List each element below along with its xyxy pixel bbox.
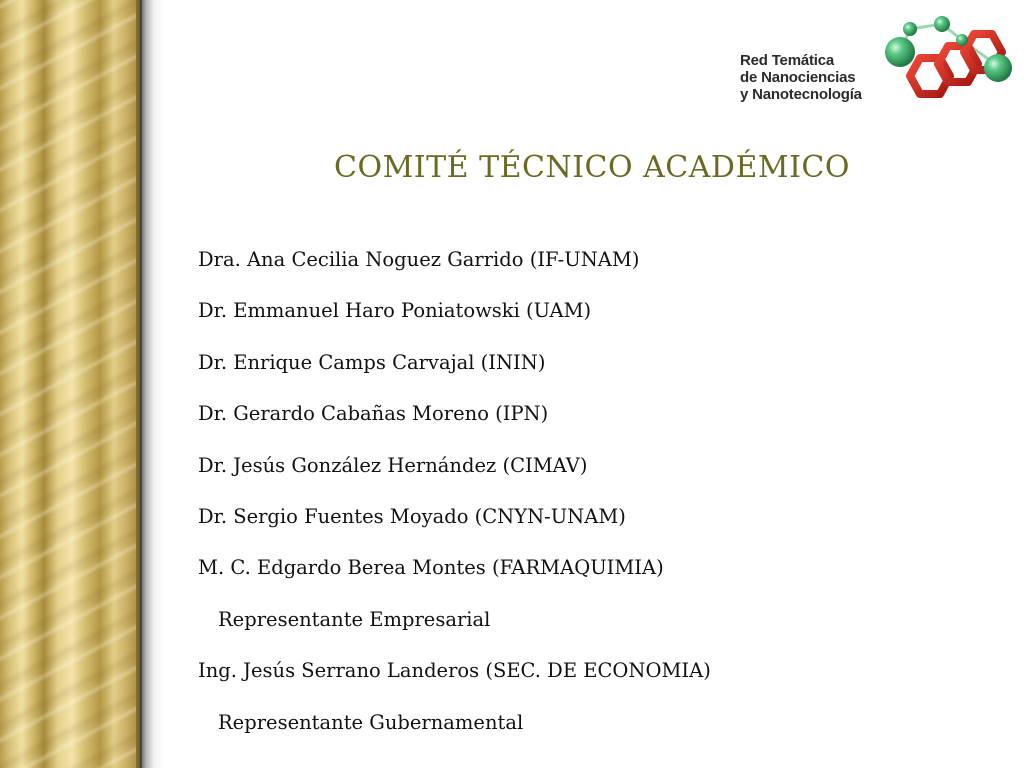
member-item: Dr. Jesús González Hernández (CIMAV) xyxy=(198,453,588,477)
column-shadow xyxy=(140,0,164,768)
member-item: Dra. Ana Cecilia Noguez Garrido (IF-UNAM) xyxy=(198,248,640,271)
molecule-hexagon-icon xyxy=(880,14,1015,114)
logo-text xyxy=(740,52,862,103)
member-role: Representante Gubernamental xyxy=(218,710,524,734)
member-item: Dr. Enrique Camps Carvajal (ININ) xyxy=(198,350,546,374)
logo-line-2: de Nanociencias xyxy=(740,69,856,86)
committee-member-list xyxy=(198,244,711,758)
member-item: Ing. Jesús Serrano Landeros (SEC. DE ECONOMIA) xyxy=(198,659,711,683)
decorative-golden-column xyxy=(0,0,140,768)
network-logo xyxy=(740,14,1015,114)
member-item: Dr. Emmanuel Haro Poniatowski (UAM) xyxy=(198,299,592,323)
member-item: M. C. Edgardo Berea Montes (FARMAQUIMIA) xyxy=(198,556,664,580)
logo-line-1: Red Temática xyxy=(740,52,835,69)
member-role: Representante Empresarial xyxy=(218,607,491,631)
page-title: COMITÉ TÉCNICO ACADÉMICO xyxy=(334,150,850,185)
logo-line-3: y Nanotecnología xyxy=(740,86,862,103)
member-item: Dr. Sergio Fuentes Moyado (CNYN-UNAM) xyxy=(198,504,626,528)
member-item: Dr. Gerardo Cabañas Moreno (IPN) xyxy=(198,402,549,426)
